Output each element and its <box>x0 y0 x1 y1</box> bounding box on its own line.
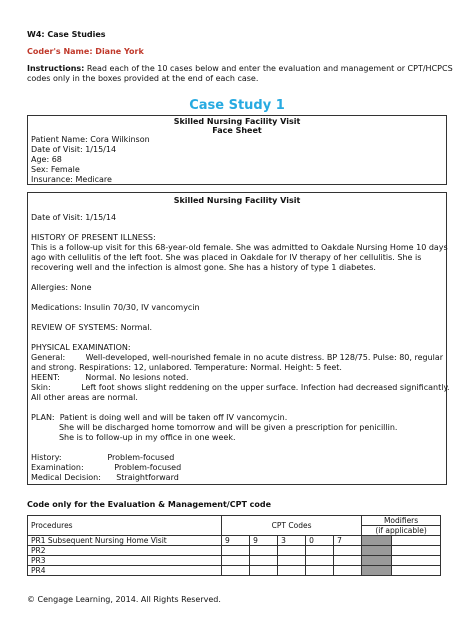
case-study-title: Case Study 1 <box>189 98 285 113</box>
cpt-digit-cell[interactable] <box>250 566 278 576</box>
visit-note-line: HISTORY OF PRESENT ILLNESS: <box>31 233 156 242</box>
visit-note-box <box>27 192 450 485</box>
cpt-digit-cell[interactable] <box>306 556 334 566</box>
cpt-digit-cell[interactable] <box>334 546 362 556</box>
copyright-footer: © Cengage Learning, 2014. All Rights Reserved. <box>27 595 221 604</box>
instructions-line2: codes only in the boxes provided at the end of each case. <box>27 74 259 83</box>
cpt-digit-cell[interactable] <box>250 546 278 556</box>
modifier-cell-1[interactable] <box>362 536 392 546</box>
modifiers-header: Modifiers <box>362 516 441 526</box>
procedure-label: PR4 <box>28 566 222 576</box>
cpt-digit-cell[interactable] <box>222 566 250 576</box>
visit-note-line: REVIEW OF SYSTEMS: Normal. <box>31 323 153 332</box>
cpt-digit-cell[interactable] <box>278 546 306 556</box>
cpt-digit-cell[interactable] <box>278 556 306 566</box>
modifiers-subheader: (if applicable) <box>362 526 441 536</box>
cpt-header-row <box>28 516 441 526</box>
instructions-line1: Read each of the 10 cases below and enter the evaluation and management or CPT/HCPCS <box>84 64 453 73</box>
face-sheet-line: Patient Name: Cora Wilkinson <box>31 135 150 144</box>
visit-note-heading: Skilled Nursing Facility Visit <box>173 196 301 205</box>
cpt-body <box>28 536 441 576</box>
face-sheet-line: Age: 68 <box>31 155 62 164</box>
visit-note-line: HEENT: Normal. No lesions noted. <box>31 373 189 382</box>
cpt-row <box>28 556 441 566</box>
face-sheet-line: Date of Visit: 1/15/14 <box>31 145 117 154</box>
procedure-label: PR2 <box>28 546 222 556</box>
cpt-digit-cell[interactable] <box>222 556 250 566</box>
procedures-header: Procedures <box>28 516 222 536</box>
visit-note-line: This is a follow-up visit for this 68-year-old female. She was admitted to Oakdale Nursing Home 10 days <box>31 243 448 252</box>
visit-note-line: ago with cellulitis of the left foot. She was placed in Oakdale for IV therapy of her cellulitis. She is <box>31 253 422 262</box>
procedure-label: PR3 <box>28 556 222 566</box>
cpt-row <box>28 536 441 546</box>
cpt-digit-cell[interactable]: 9 <box>250 536 278 546</box>
page-title: W4: Case Studies <box>27 30 106 39</box>
cpt-table <box>27 515 441 576</box>
cpt-digit-cell[interactable]: 0 <box>306 536 334 546</box>
modifier-cell-2[interactable] <box>392 536 441 546</box>
visit-note-line: PLAN: Patient is doing well and will be taken off IV vancomycin. <box>31 413 288 422</box>
cpt-digit-cell[interactable] <box>306 566 334 576</box>
visit-note-line: Medical Decision: Straightforward <box>31 473 179 482</box>
procedure-label: PR1 Subsequent Nursing Home Visit <box>28 536 222 546</box>
modifier-cell-1[interactable] <box>362 556 392 566</box>
visit-note-line: Date of Visit: 1/15/14 <box>31 213 117 222</box>
modifier-cell-2[interactable] <box>392 546 441 556</box>
modifier-cell-2[interactable] <box>392 556 441 566</box>
instructions-label: Instructions: <box>27 64 85 73</box>
cpt-digit-cell[interactable]: 7 <box>334 536 362 546</box>
visit-note-line: She will be discharged home tomorrow and will be given a prescription for penicillin. <box>31 423 398 432</box>
visit-note-line: General: Well-developed, well-nourished female in no acute distress. BP 128/75. Pulse: 80, regular <box>31 353 444 362</box>
face-sheet-subheading: Face Sheet <box>212 126 262 135</box>
face-sheet-line: Insurance: Medicare <box>31 175 112 184</box>
face-sheet-line: Sex: Female <box>31 165 80 174</box>
face-sheet-box <box>27 115 447 185</box>
cpt-row <box>28 566 441 576</box>
cpt-digit-cell[interactable] <box>222 546 250 556</box>
cpt-digit-cell[interactable] <box>306 546 334 556</box>
cpt-digit-cell[interactable] <box>250 556 278 566</box>
visit-note-line: PHYSICAL EXAMINATION: <box>31 343 131 352</box>
instructions <box>27 64 453 74</box>
visit-note-line: She is to follow-up in my office in one week. <box>31 433 236 442</box>
visit-note-line: Examination: Problem-focused <box>31 463 182 472</box>
cpt-codes-header: CPT Codes <box>222 516 362 536</box>
cpt-digit-cell[interactable]: 3 <box>278 536 306 546</box>
modifier-cell-1[interactable] <box>362 566 392 576</box>
visit-note-line: recovering well and the infection is almost gone. She has a history of type 1 diabetes. <box>31 263 376 272</box>
visit-note-line: All other areas are normal. <box>31 393 138 402</box>
cpt-digit-cell[interactable] <box>278 566 306 576</box>
code-section-title: Code only for the Evaluation & Management/CPT code <box>27 500 272 509</box>
cpt-row <box>28 546 441 556</box>
modifier-cell-2[interactable] <box>392 566 441 576</box>
visit-note-line: History: Problem-focused <box>31 453 175 462</box>
visit-note-line: Skin: Left foot shows slight reddening on the upper surface. Infection had decreased significantly. <box>31 383 450 392</box>
cpt-digit-cell[interactable] <box>334 556 362 566</box>
coder-name: Coder's Name: Diane York <box>27 47 144 56</box>
cpt-digit-cell[interactable]: 9 <box>222 536 250 546</box>
visit-note-line: Medications: Insulin 70/30, IV vancomycin <box>31 303 200 312</box>
modifier-cell-1[interactable] <box>362 546 392 556</box>
visit-note-line: Allergies: None <box>31 283 92 292</box>
cpt-digit-cell[interactable] <box>334 566 362 576</box>
visit-note-line: and strong. Respirations: 12, unlabored. Temperature: Normal. Height: 5 feet. <box>31 363 342 372</box>
face-sheet-heading: Skilled Nursing Facility Visit <box>173 117 301 126</box>
